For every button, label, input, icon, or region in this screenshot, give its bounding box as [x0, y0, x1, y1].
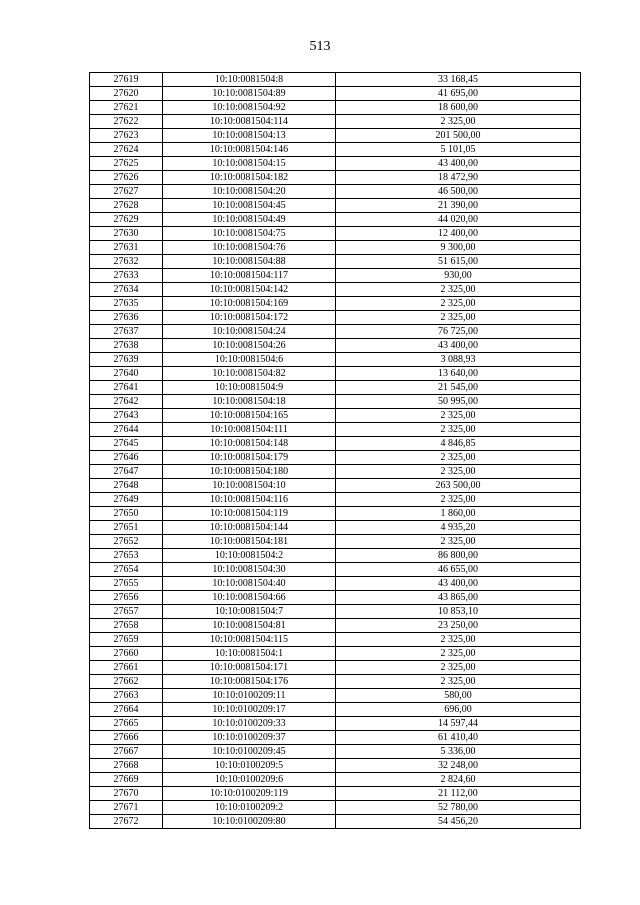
cadastral-number-cell: 10:10:0081504:13 [163, 129, 336, 143]
value-cell: 41 695,00 [336, 87, 581, 101]
table-row [90, 493, 581, 507]
table-row [90, 311, 581, 325]
value-cell: 12 400,00 [336, 227, 581, 241]
row-number-cell: 27643 [90, 409, 163, 423]
value-cell: 43 865,00 [336, 591, 581, 605]
cadastral-number-cell: 10:10:0100209:17 [163, 703, 336, 717]
table-row [90, 297, 581, 311]
value-cell: 2 325,00 [336, 451, 581, 465]
table-row [90, 199, 581, 213]
table-row [90, 87, 581, 101]
cadastral-number-cell: 10:10:0081504:76 [163, 241, 336, 255]
row-number-cell: 27625 [90, 157, 163, 171]
row-number-cell: 27630 [90, 227, 163, 241]
table-row [90, 213, 581, 227]
table-row [90, 227, 581, 241]
value-cell: 1 860,00 [336, 507, 581, 521]
table-row [90, 619, 581, 633]
row-number-cell: 27658 [90, 619, 163, 633]
row-number-cell: 27620 [90, 87, 163, 101]
cadastral-number-cell: 10:10:0100209:5 [163, 759, 336, 773]
cadastral-number-cell: 10:10:0081504:142 [163, 283, 336, 297]
cadastral-number-cell: 10:10:0081504:181 [163, 535, 336, 549]
table-row [90, 759, 581, 773]
cadastral-number-cell: 10:10:0081504:111 [163, 423, 336, 437]
value-cell: 201 500,00 [336, 129, 581, 143]
table-row [90, 241, 581, 255]
table-row [90, 73, 581, 87]
value-cell: 9 300,00 [336, 241, 581, 255]
cadastral-number-cell: 10:10:0081504:144 [163, 521, 336, 535]
row-number-cell: 27642 [90, 395, 163, 409]
row-number-cell: 27619 [90, 73, 163, 87]
value-cell: 86 800,00 [336, 549, 581, 563]
value-cell: 33 168,45 [336, 73, 581, 87]
cadastral-number-cell: 10:10:0081504:6 [163, 353, 336, 367]
row-number-cell: 27653 [90, 549, 163, 563]
value-cell: 43 400,00 [336, 577, 581, 591]
cadastral-number-cell: 10:10:0081504:172 [163, 311, 336, 325]
table-row [90, 437, 581, 451]
value-cell: 2 325,00 [336, 675, 581, 689]
row-number-cell: 27640 [90, 367, 163, 381]
row-number-cell: 27671 [90, 801, 163, 815]
page-number: 513 [309, 39, 331, 54]
value-cell: 18 600,00 [336, 101, 581, 115]
value-cell: 54 456,20 [336, 815, 581, 829]
table-row [90, 255, 581, 269]
cadastral-number-cell: 10:10:0081504:171 [163, 661, 336, 675]
cadastral-number-cell: 10:10:0100209:45 [163, 745, 336, 759]
row-number-cell: 27629 [90, 213, 163, 227]
registry-table [89, 72, 581, 829]
cadastral-number-cell: 10:10:0081504:26 [163, 339, 336, 353]
cadastral-number-cell: 10:10:0081504:40 [163, 577, 336, 591]
table-row [90, 143, 581, 157]
row-number-cell: 27648 [90, 479, 163, 493]
value-cell: 10 853,10 [336, 605, 581, 619]
cadastral-number-cell: 10:10:0081504:24 [163, 325, 336, 339]
row-number-cell: 27635 [90, 297, 163, 311]
value-cell: 44 020,00 [336, 213, 581, 227]
table-row [90, 115, 581, 129]
row-number-cell: 27626 [90, 171, 163, 185]
value-cell: 696,00 [336, 703, 581, 717]
cadastral-number-cell: 10:10:0081504:119 [163, 507, 336, 521]
cadastral-number-cell: 10:10:0081504:114 [163, 115, 336, 129]
row-number-cell: 27639 [90, 353, 163, 367]
cadastral-number-cell: 10:10:0081504:169 [163, 297, 336, 311]
row-number-cell: 27632 [90, 255, 163, 269]
table-row [90, 731, 581, 745]
cadastral-number-cell: 10:10:0100209:80 [163, 815, 336, 829]
table-row [90, 325, 581, 339]
table-row [90, 171, 581, 185]
value-cell: 21 545,00 [336, 381, 581, 395]
cadastral-number-cell: 10:10:0100209:37 [163, 731, 336, 745]
value-cell: 23 250,00 [336, 619, 581, 633]
value-cell: 18 472,90 [336, 171, 581, 185]
cadastral-number-cell: 10:10:0081504:1 [163, 647, 336, 661]
cadastral-number-cell: 10:10:0081504:66 [163, 591, 336, 605]
row-number-cell: 27655 [90, 577, 163, 591]
value-cell: 580,00 [336, 689, 581, 703]
cadastral-number-cell: 10:10:0100209:11 [163, 689, 336, 703]
value-cell: 32 248,00 [336, 759, 581, 773]
row-number-cell: 27634 [90, 283, 163, 297]
value-cell: 5 101,05 [336, 143, 581, 157]
cadastral-number-cell: 10:10:0081504:18 [163, 395, 336, 409]
row-number-cell: 27657 [90, 605, 163, 619]
cadastral-number-cell: 10:10:0081504:165 [163, 409, 336, 423]
value-cell: 2 325,00 [336, 535, 581, 549]
table-row [90, 745, 581, 759]
row-number-cell: 27633 [90, 269, 163, 283]
table-row [90, 717, 581, 731]
table-row [90, 101, 581, 115]
row-number-cell: 27631 [90, 241, 163, 255]
value-cell: 2 325,00 [336, 423, 581, 437]
table-row [90, 381, 581, 395]
value-cell: 2 325,00 [336, 115, 581, 129]
cadastral-number-cell: 10:10:0081504:88 [163, 255, 336, 269]
registry-table-body [90, 73, 581, 829]
table-row [90, 577, 581, 591]
cadastral-number-cell: 10:10:0081504:182 [163, 171, 336, 185]
value-cell: 4 846,85 [336, 437, 581, 451]
table-row [90, 773, 581, 787]
value-cell: 50 995,00 [336, 395, 581, 409]
table-row [90, 367, 581, 381]
row-number-cell: 27669 [90, 773, 163, 787]
row-number-cell: 27666 [90, 731, 163, 745]
table-row [90, 451, 581, 465]
value-cell: 2 325,00 [336, 297, 581, 311]
row-number-cell: 27654 [90, 563, 163, 577]
row-number-cell: 27652 [90, 535, 163, 549]
row-number-cell: 27641 [90, 381, 163, 395]
cadastral-number-cell: 10:10:0100209:119 [163, 787, 336, 801]
cadastral-number-cell: 10:10:0081504:10 [163, 479, 336, 493]
value-cell: 21 390,00 [336, 199, 581, 213]
table-row [90, 605, 581, 619]
row-number-cell: 27624 [90, 143, 163, 157]
table-row [90, 801, 581, 815]
table-row [90, 521, 581, 535]
value-cell: 46 500,00 [336, 185, 581, 199]
value-cell: 2 325,00 [336, 493, 581, 507]
table-row [90, 479, 581, 493]
cadastral-number-cell: 10:10:0081504:180 [163, 465, 336, 479]
cadastral-number-cell: 10:10:0100209:6 [163, 773, 336, 787]
value-cell: 14 597,44 [336, 717, 581, 731]
value-cell: 43 400,00 [336, 339, 581, 353]
cadastral-number-cell: 10:10:0081504:7 [163, 605, 336, 619]
cadastral-number-cell: 10:10:0081504:2 [163, 549, 336, 563]
table-row [90, 353, 581, 367]
cadastral-number-cell: 10:10:0081504:117 [163, 269, 336, 283]
table-row [90, 283, 581, 297]
value-cell: 4 935,20 [336, 521, 581, 535]
row-number-cell: 27650 [90, 507, 163, 521]
row-number-cell: 27661 [90, 661, 163, 675]
table-row [90, 507, 581, 521]
table-row [90, 185, 581, 199]
value-cell: 52 780,00 [336, 801, 581, 815]
table-row [90, 815, 581, 829]
table-row [90, 395, 581, 409]
table-row [90, 787, 581, 801]
cadastral-number-cell: 10:10:0081504:20 [163, 185, 336, 199]
row-number-cell: 27651 [90, 521, 163, 535]
row-number-cell: 27668 [90, 759, 163, 773]
row-number-cell: 27647 [90, 465, 163, 479]
row-number-cell: 27672 [90, 815, 163, 829]
value-cell: 51 615,00 [336, 255, 581, 269]
table-row [90, 549, 581, 563]
table-row [90, 129, 581, 143]
value-cell: 5 336,00 [336, 745, 581, 759]
cadastral-number-cell: 10:10:0081504:116 [163, 493, 336, 507]
value-cell: 21 112,00 [336, 787, 581, 801]
value-cell: 61 410,40 [336, 731, 581, 745]
row-number-cell: 27646 [90, 451, 163, 465]
cadastral-number-cell: 10:10:0081504:92 [163, 101, 336, 115]
table-row [90, 535, 581, 549]
value-cell: 46 655,00 [336, 563, 581, 577]
cadastral-number-cell: 10:10:0100209:2 [163, 801, 336, 815]
value-cell: 2 325,00 [336, 647, 581, 661]
table-row [90, 157, 581, 171]
cadastral-number-cell: 10:10:0081504:45 [163, 199, 336, 213]
value-cell: 3 088,93 [336, 353, 581, 367]
row-number-cell: 27665 [90, 717, 163, 731]
row-number-cell: 27638 [90, 339, 163, 353]
cadastral-number-cell: 10:10:0081504:30 [163, 563, 336, 577]
table-row [90, 633, 581, 647]
value-cell: 2 325,00 [336, 409, 581, 423]
cadastral-number-cell: 10:10:0081504:49 [163, 213, 336, 227]
row-number-cell: 27664 [90, 703, 163, 717]
table-row [90, 563, 581, 577]
table-row [90, 423, 581, 437]
row-number-cell: 27670 [90, 787, 163, 801]
cadastral-number-cell: 10:10:0081504:146 [163, 143, 336, 157]
table-row [90, 661, 581, 675]
value-cell: 2 824,60 [336, 773, 581, 787]
cadastral-number-cell: 10:10:0081504:15 [163, 157, 336, 171]
cadastral-number-cell: 10:10:0081504:115 [163, 633, 336, 647]
table-row [90, 703, 581, 717]
cadastral-number-cell: 10:10:0081504:82 [163, 367, 336, 381]
value-cell: 2 325,00 [336, 283, 581, 297]
row-number-cell: 27627 [90, 185, 163, 199]
table-row [90, 689, 581, 703]
cadastral-number-cell: 10:10:0081504:176 [163, 675, 336, 689]
table-row [90, 675, 581, 689]
table-row [90, 409, 581, 423]
row-number-cell: 27656 [90, 591, 163, 605]
row-number-cell: 27659 [90, 633, 163, 647]
table-row [90, 465, 581, 479]
cadastral-number-cell: 10:10:0081504:89 [163, 87, 336, 101]
value-cell: 13 640,00 [336, 367, 581, 381]
row-number-cell: 27637 [90, 325, 163, 339]
cadastral-number-cell: 10:10:0100209:33 [163, 717, 336, 731]
value-cell: 76 725,00 [336, 325, 581, 339]
value-cell: 2 325,00 [336, 661, 581, 675]
value-cell: 43 400,00 [336, 157, 581, 171]
table-row [90, 269, 581, 283]
row-number-cell: 27649 [90, 493, 163, 507]
cadastral-number-cell: 10:10:0081504:75 [163, 227, 336, 241]
row-number-cell: 27644 [90, 423, 163, 437]
value-cell: 930,00 [336, 269, 581, 283]
row-number-cell: 27621 [90, 101, 163, 115]
table-row [90, 591, 581, 605]
row-number-cell: 27667 [90, 745, 163, 759]
row-number-cell: 27622 [90, 115, 163, 129]
row-number-cell: 27663 [90, 689, 163, 703]
row-number-cell: 27645 [90, 437, 163, 451]
table-row [90, 647, 581, 661]
value-cell: 2 325,00 [336, 633, 581, 647]
row-number-cell: 27623 [90, 129, 163, 143]
value-cell: 2 325,00 [336, 311, 581, 325]
row-number-cell: 27628 [90, 199, 163, 213]
value-cell: 263 500,00 [336, 479, 581, 493]
row-number-cell: 27660 [90, 647, 163, 661]
cadastral-number-cell: 10:10:0081504:9 [163, 381, 336, 395]
cadastral-number-cell: 10:10:0081504:8 [163, 73, 336, 87]
cadastral-number-cell: 10:10:0081504:148 [163, 437, 336, 451]
cadastral-number-cell: 10:10:0081504:179 [163, 451, 336, 465]
value-cell: 2 325,00 [336, 465, 581, 479]
table-row [90, 339, 581, 353]
row-number-cell: 27636 [90, 311, 163, 325]
cadastral-number-cell: 10:10:0081504:81 [163, 619, 336, 633]
row-number-cell: 27662 [90, 675, 163, 689]
